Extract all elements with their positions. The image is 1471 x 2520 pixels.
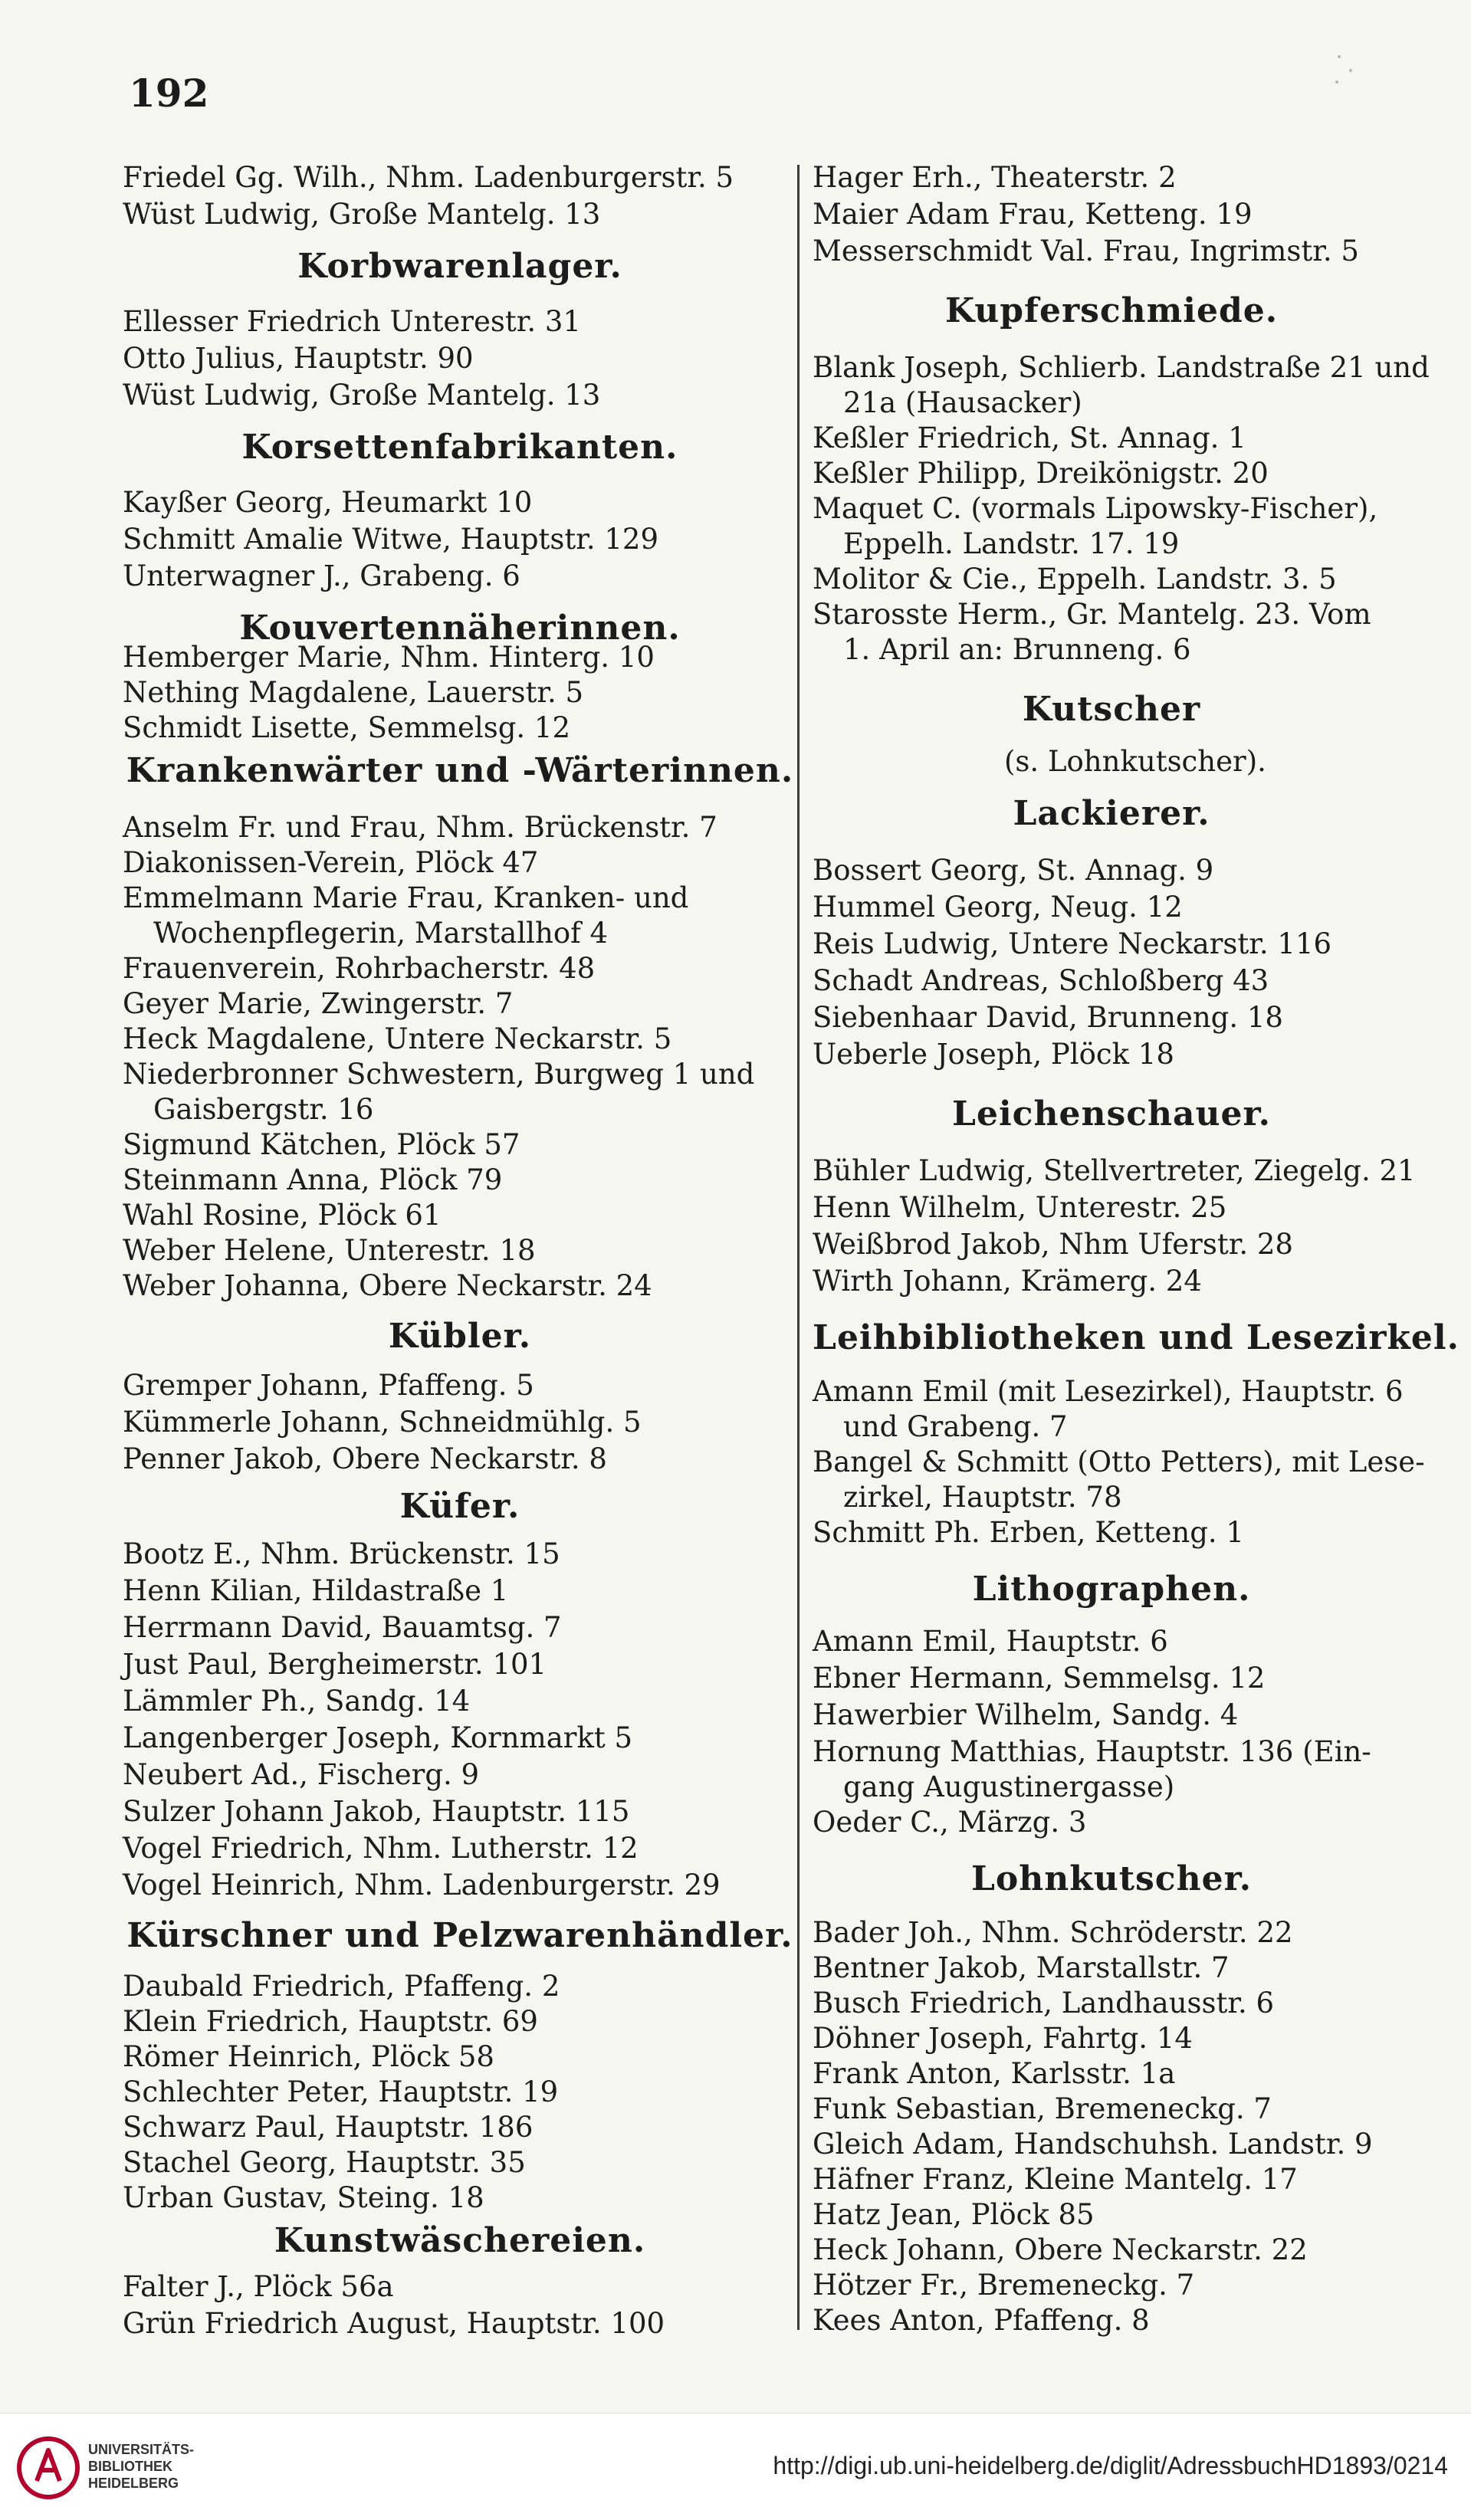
list-item: Kayßer Georg, Heumarkt 10 <box>123 486 533 519</box>
list-item: Unterwagner J., Grabeng. 6 <box>123 559 520 592</box>
list-item: Kümmerle Johann, Schneidmühlg. 5 <box>123 1406 642 1439</box>
list-item: Bootz E., Nhm. Brückenstr. 15 <box>123 1537 560 1570</box>
section-heading-kuefer: Küfer. <box>399 1487 520 1526</box>
list-item: Grün Friedrich August, Hauptstr. 100 <box>123 2307 665 2340</box>
list-item: Messerschmidt Val. Frau, Ingrimstr. 5 <box>813 235 1359 267</box>
list-item: Langenberger Joseph, Kornmarkt 5 <box>123 1721 633 1754</box>
list-item: Keßler Friedrich, St. Annag. 1 <box>813 422 1246 454</box>
viewer-footer <box>0 2413 1471 2520</box>
page-number: 192 <box>129 71 209 116</box>
scan-speck <box>1338 55 1341 58</box>
library-name-line: HEIDELBERG <box>88 2476 179 2491</box>
list-item-continuation: und Grabeng. 7 <box>843 1410 1068 1443</box>
list-item: Maier Adam Frau, Ketteng. 19 <box>813 198 1253 231</box>
section-heading-leichenschauer: Leichenschauer. <box>952 1094 1271 1134</box>
list-item: Heck Johann, Obere Neckarstr. 22 <box>813 2233 1308 2266</box>
list-item: Schmidt Lisette, Semmelsg. 12 <box>123 711 570 744</box>
list-item: Henn Kilian, Hildastraße 1 <box>123 1574 509 1607</box>
list-item: Amann Emil (mit Lesezirkel), Hauptstr. 6 <box>813 1375 1404 1408</box>
list-item: Henn Wilhelm, Unterestr. 25 <box>813 1191 1227 1224</box>
list-item: Schmitt Ph. Erben, Ketteng. 1 <box>813 1516 1244 1549</box>
list-item: Anselm Fr. und Frau, Nhm. Brückenstr. 7 <box>123 811 717 844</box>
section-heading-kunstwaeschereien: Kunstwäschereien. <box>274 2221 646 2260</box>
list-item: Heck Magdalene, Untere Neckarstr. 5 <box>123 1022 672 1055</box>
list-item: Hornung Matthias, Hauptstr. 136 (Ein- <box>813 1735 1371 1768</box>
list-item: Schlechter Peter, Hauptstr. 19 <box>123 2075 559 2108</box>
list-item: Steinmann Anna, Plöck 79 <box>123 1163 503 1196</box>
section-heading-leihbibliotheken: Leihbibliotheken und Lesezirkel. <box>813 1318 1460 1357</box>
list-item: Vogel Heinrich, Nhm. Ladenburgerstr. 29 <box>123 1869 721 1901</box>
list-item-continuation: Wochenpflegerin, Marstallhof 4 <box>153 917 609 950</box>
list-item: Schwarz Paul, Hauptstr. 186 <box>123 2111 534 2144</box>
list-item-continuation: 21a (Hausacker) <box>843 386 1082 419</box>
list-item: Weber Johanna, Obere Neckarstr. 24 <box>123 1269 652 1302</box>
list-item: Neubert Ad., Fischerg. 9 <box>123 1758 480 1791</box>
list-item: Starosste Herm., Gr. Mantelg. 23. Vom <box>813 598 1371 631</box>
list-item: Ebner Hermann, Semmelsg. 12 <box>813 1662 1266 1695</box>
section-heading-kuebler: Kübler. <box>388 1317 532 1356</box>
list-item: Niederbronner Schwestern, Burgweg 1 und <box>123 1058 755 1091</box>
list-item: Urban Gustav, Steing. 18 <box>123 2181 484 2214</box>
list-item: Bader Joh., Nhm. Schröderstr. 22 <box>813 1916 1293 1949</box>
list-item: Hager Erh., Theaterstr. 2 <box>813 161 1177 194</box>
list-item: Römer Heinrich, Plöck 58 <box>123 2040 494 2073</box>
list-item: Weißbrod Jakob, Nhm Uferstr. 28 <box>813 1228 1293 1261</box>
list-item: Hummel Georg, Neug. 12 <box>813 891 1183 924</box>
list-item: Keßler Philipp, Dreikönigstr. 20 <box>813 457 1269 490</box>
university-library-logo-icon <box>14 2433 83 2502</box>
list-item: Otto Julius, Hauptstr. 90 <box>123 342 474 375</box>
list-item: Döhner Joseph, Fahrtg. 14 <box>813 2022 1193 2055</box>
list-item-continuation: gang Augustinergasse) <box>843 1770 1175 1803</box>
list-item: Bangel & Schmitt (Otto Petters), mit Lese- <box>813 1445 1425 1478</box>
section-heading-lohnkutscher: Lohnkutscher. <box>970 1859 1253 1898</box>
section-heading-kuerschner: Kürschner und Pelzwarenhändler. <box>126 1916 793 1955</box>
column-divider <box>797 165 800 2330</box>
list-item: Emmelmann Marie Frau, Kranken- und <box>123 881 689 914</box>
list-item-continuation: 1. April an: Brunneng. 6 <box>843 633 1191 666</box>
list-item: Lämmler Ph., Sandg. 14 <box>123 1685 471 1718</box>
section-heading-korsettenfabrikanten: Korsettenfabrikanten. <box>241 428 678 467</box>
list-item: Funk Sebastian, Bremeneckg. 7 <box>813 2092 1272 2125</box>
list-item: Busch Friedrich, Landhausstr. 6 <box>813 1987 1275 2020</box>
list-item: Hatz Jean, Plöck 85 <box>813 2198 1095 2231</box>
list-item: Just Paul, Bergheimerstr. 101 <box>123 1648 547 1681</box>
section-heading-kouvertennaeherinnen: Kouvertennäherinnen. <box>239 609 681 648</box>
list-item: Gremper Johann, Pfaffeng. 5 <box>123 1369 534 1402</box>
list-item: Friedel Gg. Wilh., Nhm. Ladenburgerstr. 5 <box>123 161 734 194</box>
list-item: Daubald Friedrich, Pfaffeng. 2 <box>123 1970 560 2003</box>
list-item: Kees Anton, Pfaffeng. 8 <box>813 2304 1150 2337</box>
list-item-continuation: zirkel, Hauptstr. 78 <box>843 1481 1122 1514</box>
section-heading-kutscher: Kutscher <box>1022 690 1201 729</box>
list-item: Bühler Ludwig, Stellvertreter, Ziegelg. 21 <box>813 1154 1416 1187</box>
list-item: Nething Magdalene, Lauerstr. 5 <box>123 676 584 709</box>
section-heading-kupferschmiede: Kupferschmiede. <box>944 291 1279 330</box>
list-item: Sulzer Johann Jakob, Hauptstr. 115 <box>123 1795 630 1828</box>
list-item: Diakonissen-Verein, Plöck 47 <box>123 846 539 879</box>
section-heading-lithographen: Lithographen. <box>972 1570 1251 1609</box>
list-item: Siebenhaar David, Brunneng. 18 <box>813 1001 1283 1034</box>
list-item: Wirth Johann, Krämerg. 24 <box>813 1265 1202 1298</box>
list-item: Schmitt Amalie Witwe, Hauptstr. 129 <box>123 523 659 556</box>
list-item: Reis Ludwig, Untere Neckarstr. 116 <box>813 927 1332 960</box>
list-item: Molitor & Cie., Eppelh. Landstr. 3. 5 <box>813 563 1337 596</box>
section-heading-lackierer: Lackierer. <box>1013 794 1210 833</box>
list-item: Stachel Georg, Hauptstr. 35 <box>123 2146 526 2179</box>
list-item: Frank Anton, Karlsstr. 1a <box>813 2057 1176 2090</box>
list-item: Ellesser Friedrich Unterestr. 31 <box>123 305 581 338</box>
list-item: Hötzer Fr., Bremeneckg. 7 <box>813 2269 1195 2302</box>
list-item: Maquet C. (vormals Lipowsky-Fischer), <box>813 492 1378 525</box>
list-item: Wahl Rosine, Plöck 61 <box>123 1199 442 1232</box>
section-heading-korbwarenlager: Korbwarenlager. <box>297 247 622 286</box>
section-heading-krankenwaerter: Krankenwärter und -Wärterinnen. <box>126 751 794 790</box>
library-name-line: BIBLIOTHEK <box>88 2459 172 2474</box>
list-item: Amann Emil, Hauptstr. 6 <box>813 1625 1168 1658</box>
list-item: Oeder C., Märzg. 3 <box>813 1806 1087 1839</box>
list-item: Blank Joseph, Schlierb. Landstraße 21 und <box>813 351 1430 384</box>
list-item: Penner Jakob, Obere Neckarstr. 8 <box>123 1442 607 1475</box>
list-item: Wüst Ludwig, Große Mantelg. 13 <box>123 379 601 412</box>
list-item: Ueberle Joseph, Plöck 18 <box>813 1038 1174 1071</box>
list-item: Wüst Ludwig, Große Mantelg. 13 <box>123 198 601 231</box>
list-item: Weber Helene, Unterestr. 18 <box>123 1234 536 1267</box>
scan-speck <box>1335 80 1338 84</box>
library-name-line: UNIVERSITÄTS- <box>88 2442 195 2457</box>
list-item: Hemberger Marie, Nhm. Hinterg. 10 <box>123 641 655 674</box>
list-item: Geyer Marie, Zwingerstr. 7 <box>123 987 514 1020</box>
list-item: Häfner Franz, Kleine Mantelg. 17 <box>813 2163 1298 2196</box>
list-item: Klein Friedrich, Hauptstr. 69 <box>123 2005 538 2038</box>
list-item: Bentner Jakob, Marstallstr. 7 <box>813 1951 1230 1984</box>
list-item: Sigmund Kätchen, Plöck 57 <box>123 1128 520 1161</box>
list-item: Frauenverein, Rohrbacherstr. 48 <box>123 952 596 985</box>
list-item: Falter J., Plöck 56a <box>123 2270 394 2303</box>
cross-reference-note: (s. Lohnkutscher). <box>1004 745 1266 778</box>
list-item: Hawerbier Wilhelm, Sandg. 4 <box>813 1698 1239 1731</box>
list-item: Bossert Georg, St. Annag. 9 <box>813 854 1214 887</box>
list-item-continuation: Eppelh. Landstr. 17. 19 <box>843 527 1180 560</box>
list-item: Gleich Adam, Handschuhsh. Landstr. 9 <box>813 2128 1373 2161</box>
library-name <box>88 2441 194 2492</box>
list-item: Vogel Friedrich, Nhm. Lutherstr. 12 <box>123 1832 639 1865</box>
scan-speck <box>1349 69 1352 72</box>
list-item: Schadt Andreas, Schloßberg 43 <box>813 964 1269 997</box>
permalink-url[interactable]: http://digi.ub.uni-heidelberg.de/diglit/AdressbuchHD1893/0214 <box>773 2452 1448 2479</box>
list-item-continuation: Gaisbergstr. 16 <box>153 1093 374 1126</box>
list-item: Herrmann David, Bauamtsg. 7 <box>123 1611 562 1644</box>
